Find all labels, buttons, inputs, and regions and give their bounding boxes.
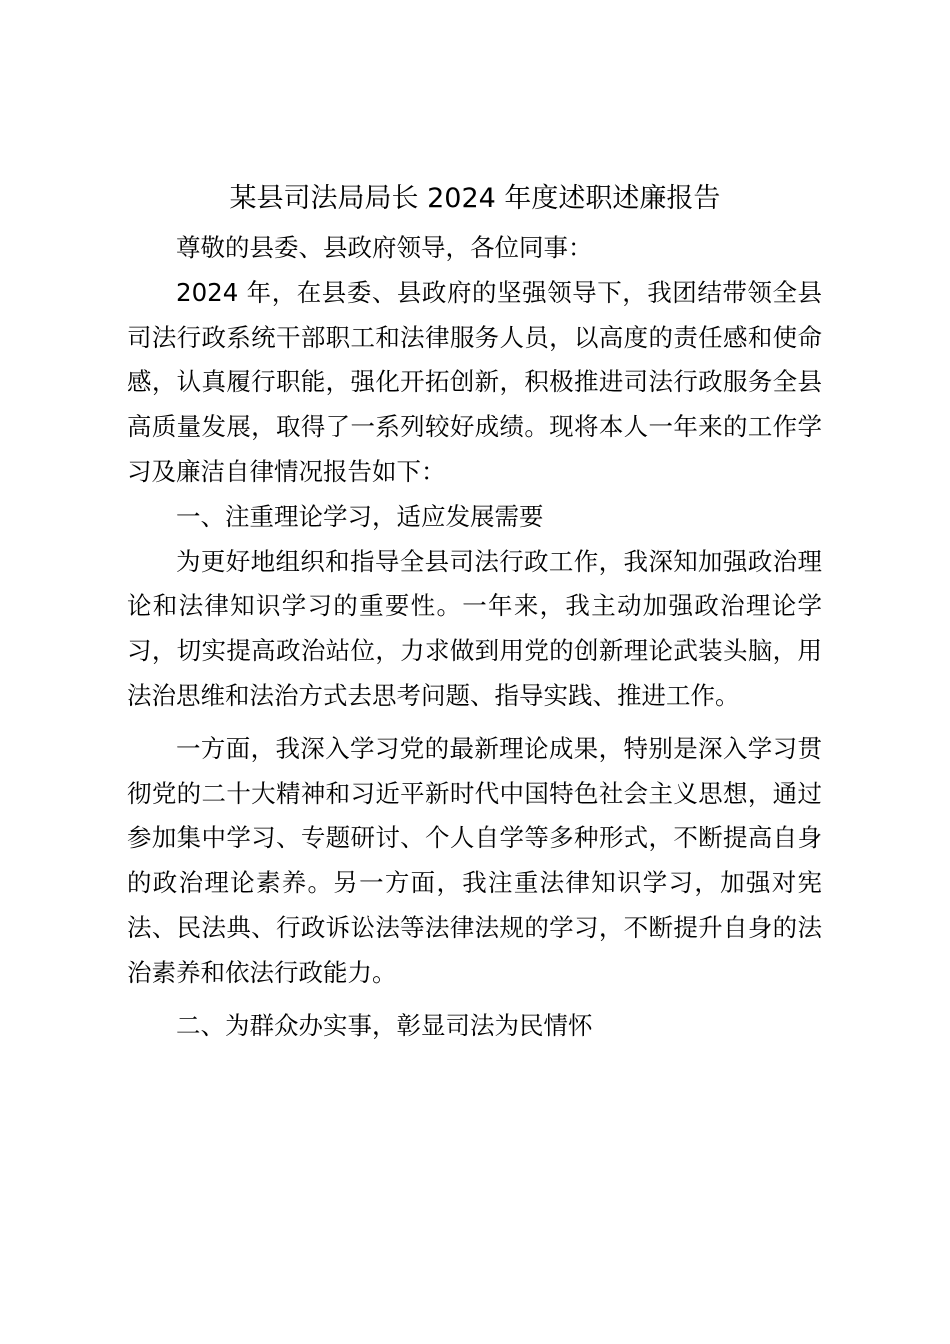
paragraph-intro: 2024 年，在县委、县政府的坚强领导下，我团结带领全县司法行政系统干部职工和法律服务人员，以高度的责任感和使命感，认真履行职能，强化开拓创新，积极推进司法行政服务全县高质量发展，取得了一系列较好成绩。现将本人一年来的工作学习及廉洁自律情况报告如下： xyxy=(127,277,822,486)
document-title: 某县司法局局长 2024 年度述职述廉报告 xyxy=(229,183,721,214)
salutation: 尊敬的县委、县政府领导，各位同事： xyxy=(176,233,593,262)
document-body xyxy=(127,226,822,1048)
section-heading-2: 二、为群众办实事，彰显司法为民情怀 xyxy=(176,1010,593,1040)
paragraph-on-one-hand: 一方面，我深入学习党的最新理论成果，特别是深入学习贯彻党的二十大精神和习近平新时代中国特色社会主义思想，通过参加集中学习、专题研讨、个人自学等多种形式，不断提高自身的政治理论素养。另一方面，我注重法律知识学习，加强对宪法、民法典、行政诉讼法等法律法规的学习，不断提升自身的法治素养和依法行政能力。 xyxy=(127,733,822,987)
section-heading-1: 一、注重理论学习，适应发展需要 xyxy=(176,501,544,531)
paragraph-theory-study: 为更好地组织和指导全县司法行政工作，我深知加强政治理论和法律知识学习的重要性。一年来，我主动加强政治理论学习，切实提高政治站位，力求做到用党的创新理论武装头脑，用法治思维和法治方式去思考问题、指导实践、推进工作。 xyxy=(127,546,822,710)
